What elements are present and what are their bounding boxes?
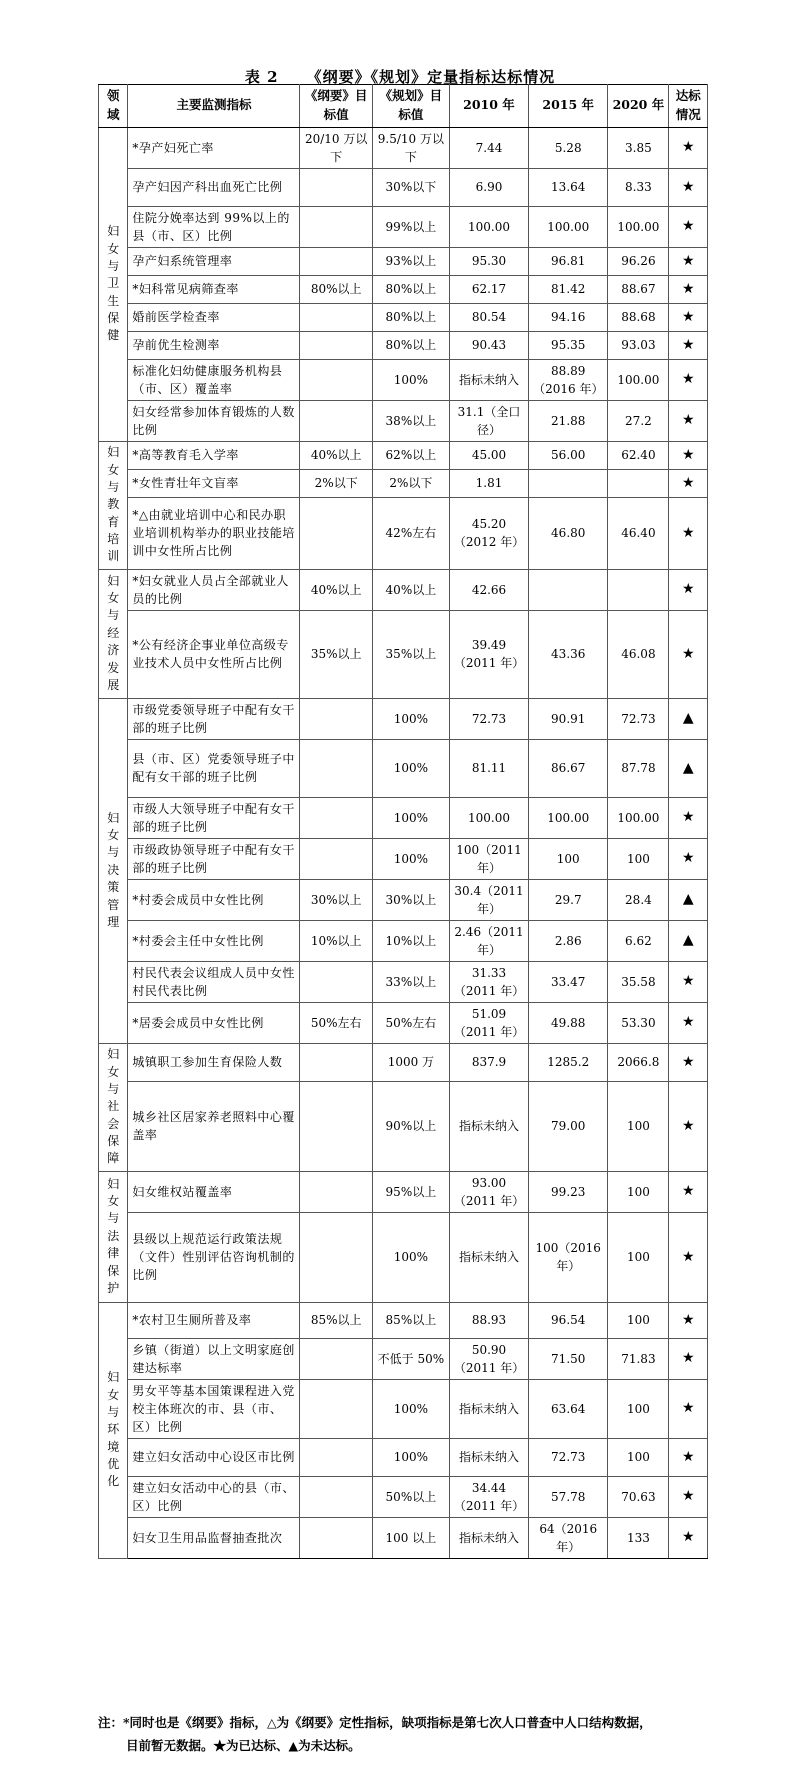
status-cell: ★ bbox=[669, 331, 708, 359]
header-status: 达标情况 bbox=[669, 85, 708, 128]
gangyao-cell bbox=[300, 961, 372, 1002]
indicator-cell: 县（市、区）党委领导班子中配有女干部的班子比例 bbox=[128, 739, 300, 797]
guihua-cell: 30%以下 bbox=[372, 168, 449, 206]
gangyao-cell bbox=[300, 247, 372, 275]
guihua-cell: 1000 万 bbox=[372, 1043, 449, 1081]
guihua-cell: 80%以上 bbox=[372, 303, 449, 331]
table-row bbox=[99, 331, 708, 359]
y2015-cell: 79.00 bbox=[529, 1081, 608, 1171]
y2020-cell bbox=[608, 569, 669, 610]
indicator-cell: *妇女就业人员占全部就业人员的比例 bbox=[128, 569, 300, 610]
indicator-cell: 标准化妇幼健康服务机构县（市、区）覆盖率 bbox=[128, 359, 300, 400]
gangyao-cell: 2%以下 bbox=[300, 469, 372, 497]
table-row bbox=[99, 797, 708, 838]
guihua-cell: 95%以上 bbox=[372, 1171, 449, 1212]
table-row bbox=[99, 1438, 708, 1476]
y2015-cell: 81.42 bbox=[529, 275, 608, 303]
y2020-cell: 46.08 bbox=[608, 610, 669, 698]
y2015-cell: 94.16 bbox=[529, 303, 608, 331]
status-cell: ▲ bbox=[669, 698, 708, 739]
y2010-cell: 7.44 bbox=[449, 127, 528, 168]
y2020-cell bbox=[608, 469, 669, 497]
y2010-cell: 93.00（2011 年） bbox=[449, 1171, 528, 1212]
y2020-cell: 100 bbox=[608, 1438, 669, 1476]
gangyao-cell: 40%以上 bbox=[300, 569, 372, 610]
guihua-cell: 38%以上 bbox=[372, 400, 449, 441]
guihua-cell: 40%以上 bbox=[372, 569, 449, 610]
guihua-cell: 2%以下 bbox=[372, 469, 449, 497]
y2015-cell: 1285.2 bbox=[529, 1043, 608, 1081]
table-row bbox=[99, 1081, 708, 1171]
y2015-cell: 90.91 bbox=[529, 698, 608, 739]
indicator-cell: 乡镇（街道）以上文明家庭创建达标率 bbox=[128, 1338, 300, 1379]
y2020-cell: 88.68 bbox=[608, 303, 669, 331]
table-row bbox=[99, 1043, 708, 1081]
gangyao-cell: 30%以上 bbox=[300, 879, 372, 920]
gangyao-cell bbox=[300, 206, 372, 247]
indicator-cell: 孕产妇因产科出血死亡比例 bbox=[128, 168, 300, 206]
y2015-cell: 57.78 bbox=[529, 1476, 608, 1517]
y2015-cell bbox=[529, 469, 608, 497]
header-2015: 2015 年 bbox=[529, 85, 608, 128]
indicator-cell: *△由就业培训中心和民办职业培训机构举办的职业技能培训中女性所占比例 bbox=[128, 497, 300, 569]
table-note bbox=[98, 1711, 713, 1757]
table-row bbox=[99, 1302, 708, 1338]
table-number: 表 2 bbox=[244, 68, 279, 86]
header-row bbox=[99, 85, 708, 128]
y2010-cell: 指标未纳入 bbox=[449, 359, 528, 400]
status-cell: ★ bbox=[669, 1212, 708, 1302]
status-cell: ★ bbox=[669, 797, 708, 838]
indicator-cell: 城乡社区居家养老照料中心覆盖率 bbox=[128, 1081, 300, 1171]
y2015-cell: 46.80 bbox=[529, 497, 608, 569]
header-gangyao: 《纲要》目标值 bbox=[300, 85, 372, 128]
status-cell: ★ bbox=[669, 1379, 708, 1438]
table-row bbox=[99, 168, 708, 206]
indicator-cell: *村委会主任中女性比例 bbox=[128, 920, 300, 961]
y2010-cell: 95.30 bbox=[449, 247, 528, 275]
y2015-cell: 63.64 bbox=[529, 1379, 608, 1438]
status-cell: ★ bbox=[669, 1302, 708, 1338]
y2015-cell: 96.54 bbox=[529, 1302, 608, 1338]
domain-cell: 妇 女 与 决 策 管 理 bbox=[99, 698, 128, 1043]
gangyao-cell bbox=[300, 1476, 372, 1517]
y2015-cell: 72.73 bbox=[529, 1438, 608, 1476]
y2010-cell: 34.44（2011 年） bbox=[449, 1476, 528, 1517]
gangyao-cell bbox=[300, 797, 372, 838]
indicator-cell: 建立妇女活动中心设区市比例 bbox=[128, 1438, 300, 1476]
y2020-cell: 71.83 bbox=[608, 1338, 669, 1379]
gangyao-cell bbox=[300, 1379, 372, 1438]
y2020-cell: 96.26 bbox=[608, 247, 669, 275]
status-cell: ★ bbox=[669, 359, 708, 400]
y2020-cell: 70.63 bbox=[608, 1476, 669, 1517]
table-row bbox=[99, 206, 708, 247]
y2010-cell: 50.90（2011 年） bbox=[449, 1338, 528, 1379]
guihua-cell: 不低于 50% bbox=[372, 1338, 449, 1379]
y2020-cell: 87.78 bbox=[608, 739, 669, 797]
guihua-cell: 85%以上 bbox=[372, 1302, 449, 1338]
guihua-cell: 100% bbox=[372, 1379, 449, 1438]
y2010-cell: 42.66 bbox=[449, 569, 528, 610]
indicator-cell: *村委会成员中女性比例 bbox=[128, 879, 300, 920]
guihua-cell: 35%以上 bbox=[372, 610, 449, 698]
y2020-cell: 100.00 bbox=[608, 359, 669, 400]
indicator-cell: *女性青壮年文盲率 bbox=[128, 469, 300, 497]
gangyao-cell bbox=[300, 1171, 372, 1212]
y2010-cell: 100（2011 年） bbox=[449, 838, 528, 879]
guihua-cell: 9.5/10 万以下 bbox=[372, 127, 449, 168]
domain-cell: 妇 女 与 法 律 保 护 bbox=[99, 1171, 128, 1302]
y2010-cell: 45.20（2012 年） bbox=[449, 497, 528, 569]
status-cell: ★ bbox=[669, 961, 708, 1002]
table-row bbox=[99, 739, 708, 797]
status-cell: ★ bbox=[669, 400, 708, 441]
y2020-cell: 100.00 bbox=[608, 797, 669, 838]
y2020-cell: 100 bbox=[608, 1212, 669, 1302]
table-row bbox=[99, 879, 708, 920]
table-row bbox=[99, 1171, 708, 1212]
table-row bbox=[99, 1517, 708, 1558]
status-cell: ★ bbox=[669, 1476, 708, 1517]
y2010-cell: 30.4（2011 年） bbox=[449, 879, 528, 920]
y2020-cell: 93.03 bbox=[608, 331, 669, 359]
y2020-cell: 100 bbox=[608, 1171, 669, 1212]
table-row bbox=[99, 961, 708, 1002]
y2010-cell: 837.9 bbox=[449, 1043, 528, 1081]
y2010-cell: 100.00 bbox=[449, 206, 528, 247]
y2020-cell: 46.40 bbox=[608, 497, 669, 569]
y2010-cell: 72.73 bbox=[449, 698, 528, 739]
y2020-cell: 27.2 bbox=[608, 400, 669, 441]
table-row bbox=[99, 247, 708, 275]
table-row bbox=[99, 469, 708, 497]
y2015-cell: 71.50 bbox=[529, 1338, 608, 1379]
status-cell: ★ bbox=[669, 127, 708, 168]
guihua-cell: 100% bbox=[372, 838, 449, 879]
guihua-cell: 30%以上 bbox=[372, 879, 449, 920]
y2015-cell: 86.67 bbox=[529, 739, 608, 797]
gangyao-cell bbox=[300, 1338, 372, 1379]
indicator-cell: 市级人大领导班子中配有女干部的班子比例 bbox=[128, 797, 300, 838]
y2020-cell: 100 bbox=[608, 838, 669, 879]
domain-cell: 妇 女 与 经 济 发 展 bbox=[99, 569, 128, 698]
status-cell: ▲ bbox=[669, 920, 708, 961]
indicator-cell: 县级以上规范运行政策法规（文件）性别评估咨询机制的比例 bbox=[128, 1212, 300, 1302]
y2010-cell: 62.17 bbox=[449, 275, 528, 303]
table-row bbox=[99, 441, 708, 469]
gangyao-cell bbox=[300, 838, 372, 879]
y2010-cell: 1.81 bbox=[449, 469, 528, 497]
gangyao-cell bbox=[300, 1081, 372, 1171]
gangyao-cell bbox=[300, 168, 372, 206]
table-row bbox=[99, 275, 708, 303]
table-row bbox=[99, 610, 708, 698]
gangyao-cell: 20/10 万以下 bbox=[300, 127, 372, 168]
status-cell: ★ bbox=[669, 1438, 708, 1476]
gangyao-cell: 85%以上 bbox=[300, 1302, 372, 1338]
status-cell: ★ bbox=[669, 441, 708, 469]
y2010-cell: 2.46（2011 年） bbox=[449, 920, 528, 961]
status-cell: ▲ bbox=[669, 879, 708, 920]
status-cell: ★ bbox=[669, 469, 708, 497]
gangyao-cell bbox=[300, 698, 372, 739]
status-cell: ★ bbox=[669, 247, 708, 275]
table-row bbox=[99, 359, 708, 400]
table-row bbox=[99, 497, 708, 569]
y2020-cell: 28.4 bbox=[608, 879, 669, 920]
indicator-cell: 妇女卫生用品监督抽查批次 bbox=[128, 1517, 300, 1558]
table-row bbox=[99, 1379, 708, 1438]
y2010-cell: 90.43 bbox=[449, 331, 528, 359]
y2010-cell: 81.11 bbox=[449, 739, 528, 797]
indicator-cell: 市级政协领导班子中配有女干部的班子比例 bbox=[128, 838, 300, 879]
header-indicator: 主要监测指标 bbox=[128, 85, 300, 128]
y2010-cell: 6.90 bbox=[449, 168, 528, 206]
gangyao-cell bbox=[300, 1212, 372, 1302]
gangyao-cell bbox=[300, 739, 372, 797]
gangyao-cell bbox=[300, 331, 372, 359]
indicator-cell: 城镇职工参加生育保险人数 bbox=[128, 1043, 300, 1081]
note-line-2: 目前暂无数据。★为已达标、▲为未达标。 bbox=[126, 1738, 361, 1753]
indicator-cell: 孕产妇系统管理率 bbox=[128, 247, 300, 275]
gangyao-cell bbox=[300, 1043, 372, 1081]
table-title-text: 《纲要》《规划》定量指标达标情况 bbox=[306, 68, 556, 86]
status-cell: ★ bbox=[669, 303, 708, 331]
y2020-cell: 133 bbox=[608, 1517, 669, 1558]
guihua-cell: 100% bbox=[372, 797, 449, 838]
indicator-cell: 村民代表会议组成人员中女性村民代表比例 bbox=[128, 961, 300, 1002]
status-cell: ★ bbox=[669, 168, 708, 206]
table-row bbox=[99, 400, 708, 441]
indicator-cell: *妇科常见病筛查率 bbox=[128, 275, 300, 303]
y2010-cell: 指标未纳入 bbox=[449, 1212, 528, 1302]
y2010-cell: 88.93 bbox=[449, 1302, 528, 1338]
y2020-cell: 100.00 bbox=[608, 206, 669, 247]
indicator-cell: 住院分娩率达到 99%以上的县（市、区）比例 bbox=[128, 206, 300, 247]
domain-cell: 妇 女 与 教 育 培 训 bbox=[99, 441, 128, 569]
y2020-cell: 62.40 bbox=[608, 441, 669, 469]
gangyao-cell bbox=[300, 1517, 372, 1558]
status-cell: ★ bbox=[669, 569, 708, 610]
guihua-cell: 100 以上 bbox=[372, 1517, 449, 1558]
y2020-cell: 3.85 bbox=[608, 127, 669, 168]
y2015-cell: 88.89（2016 年） bbox=[529, 359, 608, 400]
table-row bbox=[99, 1338, 708, 1379]
guihua-cell: 80%以上 bbox=[372, 331, 449, 359]
y2015-cell: 56.00 bbox=[529, 441, 608, 469]
status-cell: ★ bbox=[669, 1517, 708, 1558]
gangyao-cell: 35%以上 bbox=[300, 610, 372, 698]
table-row bbox=[99, 920, 708, 961]
y2020-cell: 100 bbox=[608, 1379, 669, 1438]
guihua-cell: 100% bbox=[372, 1212, 449, 1302]
gangyao-cell: 40%以上 bbox=[300, 441, 372, 469]
guihua-cell: 100% bbox=[372, 359, 449, 400]
gangyao-cell: 50%左右 bbox=[300, 1002, 372, 1043]
y2015-cell: 43.36 bbox=[529, 610, 608, 698]
indicator-table bbox=[98, 84, 708, 1559]
y2010-cell: 指标未纳入 bbox=[449, 1517, 528, 1558]
table-row bbox=[99, 698, 708, 739]
guihua-cell: 62%以上 bbox=[372, 441, 449, 469]
y2020-cell: 53.30 bbox=[608, 1002, 669, 1043]
indicator-cell: 建立妇女活动中心的县（市、区）比例 bbox=[128, 1476, 300, 1517]
y2015-cell: 13.64 bbox=[529, 168, 608, 206]
domain-cell: 妇 女 与 卫 生 保 健 bbox=[99, 127, 128, 441]
gangyao-cell bbox=[300, 359, 372, 400]
y2015-cell: 5.28 bbox=[529, 127, 608, 168]
indicator-cell: 妇女维权站覆盖率 bbox=[128, 1171, 300, 1212]
guihua-cell: 100% bbox=[372, 698, 449, 739]
table-row bbox=[99, 1476, 708, 1517]
indicator-cell: 孕前优生检测率 bbox=[128, 331, 300, 359]
y2015-cell: 100.00 bbox=[529, 797, 608, 838]
table-row bbox=[99, 838, 708, 879]
y2015-cell: 33.47 bbox=[529, 961, 608, 1002]
y2015-cell: 100（2016 年） bbox=[529, 1212, 608, 1302]
y2010-cell: 指标未纳入 bbox=[449, 1081, 528, 1171]
y2010-cell: 39.49（2011 年） bbox=[449, 610, 528, 698]
y2010-cell: 100.00 bbox=[449, 797, 528, 838]
indicator-cell: *居委会成员中女性比例 bbox=[128, 1002, 300, 1043]
y2020-cell: 100 bbox=[608, 1081, 669, 1171]
table-row bbox=[99, 303, 708, 331]
guihua-cell: 100% bbox=[372, 1438, 449, 1476]
guihua-cell: 80%以上 bbox=[372, 275, 449, 303]
table-row bbox=[99, 569, 708, 610]
status-cell: ★ bbox=[669, 1081, 708, 1171]
guihua-cell: 50%以上 bbox=[372, 1476, 449, 1517]
y2015-cell: 95.35 bbox=[529, 331, 608, 359]
status-cell: ★ bbox=[669, 610, 708, 698]
gangyao-cell bbox=[300, 1438, 372, 1476]
y2020-cell: 8.33 bbox=[608, 168, 669, 206]
guihua-cell: 50%左右 bbox=[372, 1002, 449, 1043]
y2015-cell: 100.00 bbox=[529, 206, 608, 247]
y2010-cell: 80.54 bbox=[449, 303, 528, 331]
indicator-cell: *高等教育毛入学率 bbox=[128, 441, 300, 469]
status-cell: ★ bbox=[669, 838, 708, 879]
guihua-cell: 42%左右 bbox=[372, 497, 449, 569]
y2015-cell: 99.23 bbox=[529, 1171, 608, 1212]
y2015-cell: 100 bbox=[529, 838, 608, 879]
y2015-cell bbox=[529, 569, 608, 610]
guihua-cell: 90%以上 bbox=[372, 1081, 449, 1171]
gangyao-cell: 10%以上 bbox=[300, 920, 372, 961]
y2010-cell: 指标未纳入 bbox=[449, 1438, 528, 1476]
y2020-cell: 72.73 bbox=[608, 698, 669, 739]
y2020-cell: 6.62 bbox=[608, 920, 669, 961]
note-line-1: 注：*同时也是《纲要》指标，△为《纲要》定性指标，缺项指标是第七次人口普查中人口结构数据， bbox=[98, 1715, 652, 1730]
status-cell: ★ bbox=[669, 206, 708, 247]
indicator-cell: *农村卫生厕所普及率 bbox=[128, 1302, 300, 1338]
indicator-cell: 市级党委领导班子中配有女干部的班子比例 bbox=[128, 698, 300, 739]
indicator-cell: *孕产妇死亡率 bbox=[128, 127, 300, 168]
y2015-cell: 96.81 bbox=[529, 247, 608, 275]
y2010-cell: 31.1（全口径） bbox=[449, 400, 528, 441]
gangyao-cell bbox=[300, 400, 372, 441]
y2010-cell: 45.00 bbox=[449, 441, 528, 469]
domain-cell: 妇 女 与 社 会 保 障 bbox=[99, 1043, 128, 1171]
y2015-cell: 21.88 bbox=[529, 400, 608, 441]
status-cell: ▲ bbox=[669, 739, 708, 797]
status-cell: ★ bbox=[669, 1002, 708, 1043]
header-domain: 领域 bbox=[99, 85, 128, 128]
gangyao-cell bbox=[300, 497, 372, 569]
y2015-cell: 29.7 bbox=[529, 879, 608, 920]
status-cell: ★ bbox=[669, 497, 708, 569]
gangyao-cell bbox=[300, 303, 372, 331]
domain-cell: 妇 女 与 环 境 优 化 bbox=[99, 1302, 128, 1558]
y2010-cell: 指标未纳入 bbox=[449, 1379, 528, 1438]
y2010-cell: 51.09（2011 年） bbox=[449, 1002, 528, 1043]
gangyao-cell: 80%以上 bbox=[300, 275, 372, 303]
y2015-cell: 49.88 bbox=[529, 1002, 608, 1043]
status-cell: ★ bbox=[669, 1171, 708, 1212]
guihua-cell: 99%以上 bbox=[372, 206, 449, 247]
status-cell: ★ bbox=[669, 275, 708, 303]
table-row bbox=[99, 127, 708, 168]
y2015-cell: 2.86 bbox=[529, 920, 608, 961]
y2020-cell: 35.58 bbox=[608, 961, 669, 1002]
guihua-cell: 93%以上 bbox=[372, 247, 449, 275]
table-body bbox=[99, 127, 708, 1558]
indicator-cell: 婚前医学检查率 bbox=[128, 303, 300, 331]
indicator-cell: 妇女经常参加体育锻炼的人数比例 bbox=[128, 400, 300, 441]
status-cell: ★ bbox=[669, 1043, 708, 1081]
header-2010: 2010 年 bbox=[449, 85, 528, 128]
status-cell: ★ bbox=[669, 1338, 708, 1379]
y2010-cell: 31.33（2011 年） bbox=[449, 961, 528, 1002]
y2015-cell: 64（2016 年） bbox=[529, 1517, 608, 1558]
header-2020: 2020 年 bbox=[608, 85, 669, 128]
indicator-cell: 男女平等基本国策课程进入党校主体班次的市、县（市、区）比例 bbox=[128, 1379, 300, 1438]
y2020-cell: 2066.8 bbox=[608, 1043, 669, 1081]
guihua-cell: 33%以上 bbox=[372, 961, 449, 1002]
table-row bbox=[99, 1002, 708, 1043]
header-guihua: 《规划》目标值 bbox=[372, 85, 449, 128]
guihua-cell: 100% bbox=[372, 739, 449, 797]
guihua-cell: 10%以上 bbox=[372, 920, 449, 961]
table-row bbox=[99, 1212, 708, 1302]
y2020-cell: 100 bbox=[608, 1302, 669, 1338]
indicator-cell: *公有经济企事业单位高级专业技术人员中女性所占比例 bbox=[128, 610, 300, 698]
y2020-cell: 88.67 bbox=[608, 275, 669, 303]
